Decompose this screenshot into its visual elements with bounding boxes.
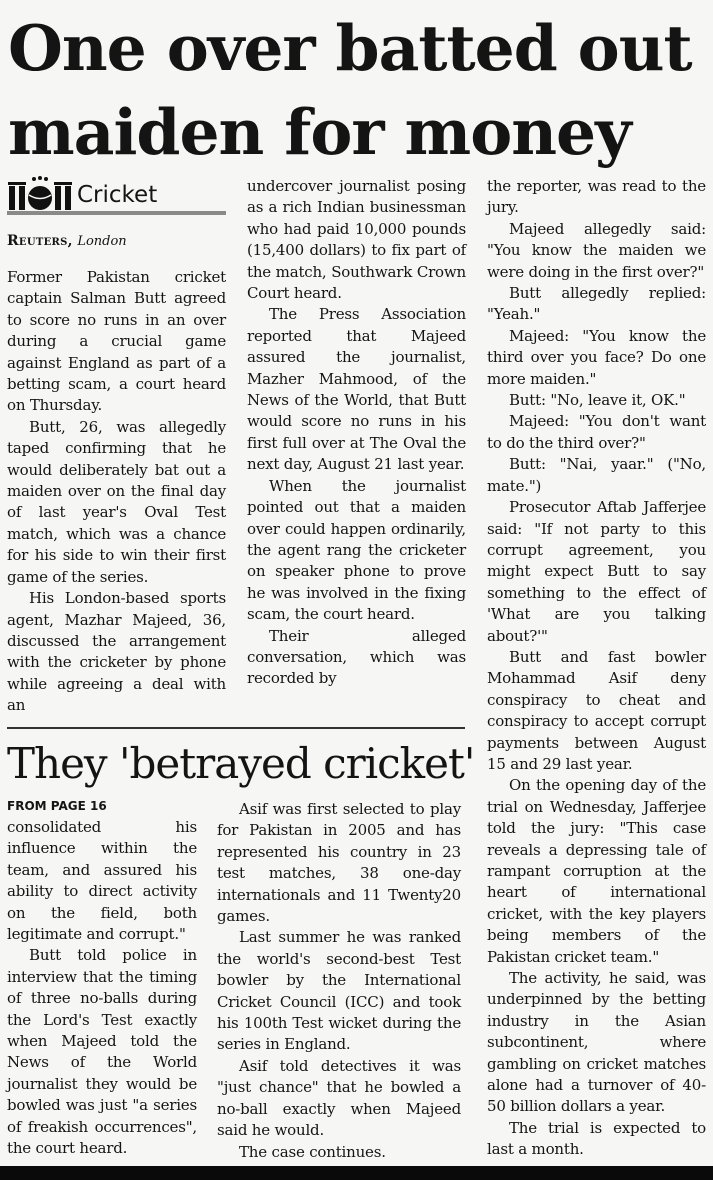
paragraph: His London-based sports agent, Mazhar Majeed, 36, discussed the arrangement with the cricketer by phone while agreeing a deal with an <box>7 589 226 715</box>
paragraph: When the journalist pointed out that a maiden over could happen ordinarily, the agent rang the cricketer on speaker phone to prove he was involved in the fixing scam, the court heard. <box>247 476 466 624</box>
section-rule <box>7 211 226 215</box>
cricket-stumps-ball-icon <box>7 176 73 212</box>
paragraph: Prosecutor Aftab Jafferjee said: "If not party to this corrupt agreement, you might expect Butt to say something to the effect of 'What are you talking about?'" <box>487 498 706 645</box>
byline <box>7 233 127 249</box>
paragraph: The activity, he said, was underpinned by the betting industry in the Asian subcontinent, where gambling on cricket matches alone had a turnover of 40-50 billion dollars a year. <box>487 969 706 1116</box>
paragraph: The trial is expected to last a month. <box>487 1118 706 1159</box>
story2-column-2 <box>217 799 461 1163</box>
paragraph: Butt told police in interview that the timing of three no-balls during the Lord's Test exactly when Majeed told the News of the World journalist they would be bowled was just "a series of freakish occurrences", the court heard. <box>7 946 197 1158</box>
divider <box>7 727 465 729</box>
paragraph: Butt: "Nai, yaar." ("No, mate.") <box>487 455 706 495</box>
paragraph: Asif told detectives it was "just chance" that he bowled a no-ball exactly when Majeed said he would. <box>217 1056 461 1140</box>
jump-label: FROM PAGE 16 <box>7 799 107 813</box>
story2-headline: They 'betrayed cricket' <box>7 739 475 788</box>
paragraph: Butt, 26, was allegedly taped confirming that he would deliberately bat out a maiden over on the final day of last year's Oval Test match, which was a chance for his side to win their first game of the series. <box>7 417 226 586</box>
story-column-3 <box>487 176 706 1161</box>
paragraph: On the opening day of the trial on Wednesday, Jafferjee told the jury: "This case reveals a depressing tale of rampant corruption at the heart of international cricket, with the key players being members of the Pakistan cricket team." <box>487 776 706 966</box>
byline-city: London <box>77 234 127 249</box>
story2-column-1 <box>7 817 197 1160</box>
paragraph: Majeed: "You don't want to do the third over?" <box>487 412 706 452</box>
section-label: Cricket <box>77 182 158 208</box>
paragraph: The case continues. <box>239 1142 386 1161</box>
page-bottom-bar <box>0 1166 713 1180</box>
paragraph: consolidated his influence within the team, and assured his ability to direct activity on the field, both legitimate and corrupt." <box>7 818 197 944</box>
paragraph: Butt: "No, leave it, OK." <box>509 391 686 410</box>
paragraph: The Press Association reported that Majeed assured the journalist, Mazher Mahmood, of the News of the World, that Butt would score no runs in his first full over at The Oval the next day, August 21 last year. <box>247 305 466 474</box>
paragraph: Majeed allegedly said: "You know the maiden we were doing in the first over?" <box>487 219 706 281</box>
story-column-2 <box>247 176 466 690</box>
byline-agency: Reuters, <box>7 233 73 249</box>
paragraph: Asif was first selected to play for Pakistan in 2005 and has represented his country in 23 test matches, 38 one-day internationals and 11 Twenty20 games. <box>217 800 461 926</box>
paragraph: Former Pakistan cricket captain Salman Butt agreed to score no runs in an over during a crucial game against England as part of a betting scam, a court heard on Thursday. <box>7 268 226 415</box>
paragraph: Butt allegedly replied: "Yeah." <box>487 284 706 324</box>
paragraph: Butt and fast bowler Mohammad Asif deny conspiracy to cheat and conspiracy to accept corrupt payments between August 15 and 29 last year. <box>487 647 706 773</box>
paragraph: Majeed: "You know the third over you face? Do one more maiden." <box>487 326 706 388</box>
paragraph: Last summer he was ranked the world's second-best Test bowler by the International Cricket Council (ICC) and took his 100th Test wicket during the series in England. <box>217 928 461 1054</box>
story-column-1 <box>7 267 226 717</box>
section-kicker <box>7 176 226 216</box>
paragraph: Their alleged conversation, which was recorded by <box>247 626 466 688</box>
paragraph: the reporter, was read to the jury. <box>487 177 706 217</box>
paragraph: undercover journalist posing as a rich Indian businessman who had paid 10,000 pounds (15,400 dollars) to fix part of the match, Southwark Crown Court heard. <box>247 177 466 303</box>
headline: One over batted out maiden for money <box>8 11 692 169</box>
